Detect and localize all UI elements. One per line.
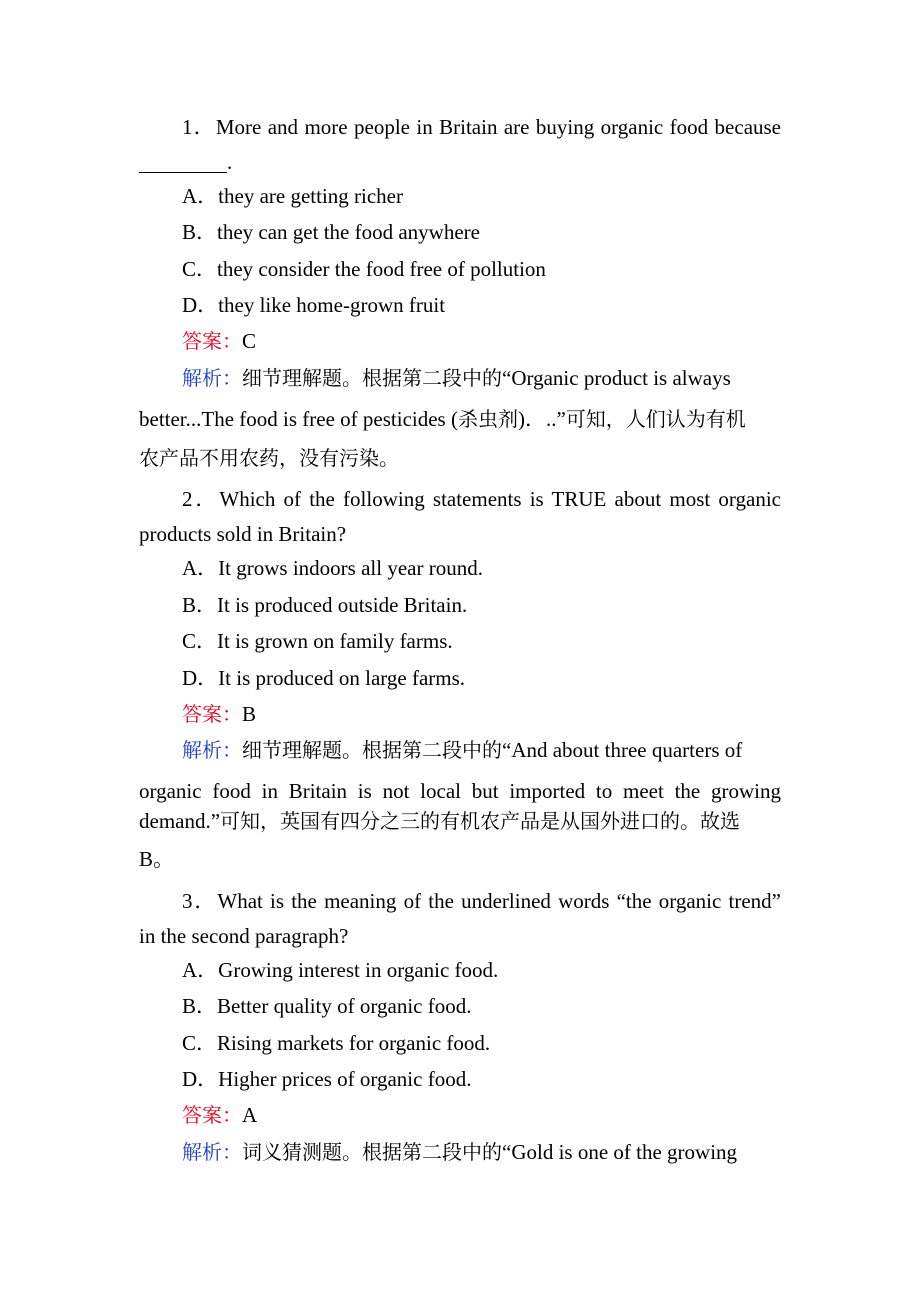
q1-number: 1． [182,115,216,139]
q2-analysis-line-2: organic food in Britain is not local but imported to meet the growing [139,779,781,803]
q3-answer [182,1105,257,1126]
q1-analysis-quote-end: )．..” [517,407,566,431]
answer-label: 答案： [182,1103,242,1127]
q1-analysis-text: 细节理解题。根据第二段中的 [242,366,502,390]
q1-option-c: C．they consider the food free of pollution [182,257,546,281]
q3-number: 3． [182,889,218,913]
q2-analysis-line-3 [139,811,740,832]
answer-blank [139,154,227,173]
answer-label: 答案： [182,329,242,353]
analysis-label: 解析： [182,366,242,390]
q2-option-a: A．It grows indoors all year round. [182,556,483,580]
q2-option-b: B．It is produced outside Britain. [182,593,468,617]
q1-stem-end: . [227,150,233,174]
q3-stem-line-2: in the second paragraph? [139,924,349,948]
q3-option-c: C．Rising markets for organic food. [182,1031,491,1055]
q2-analysis-line-1 [182,740,742,761]
q1-analysis-conclusion: 可知，人们认为有机 [565,407,746,431]
q1-option-a: A．they are getting richer [182,184,403,208]
q2-stem-line-2: products sold in Britain? [139,522,347,546]
q2-analysis-text: 细节理解题。根据第二段中的 [242,738,502,762]
q3-analysis-quote: “Gold is one of the growing [502,1140,738,1164]
q1-answer-value: C [242,329,257,353]
q2-number: 2． [182,487,220,511]
q2-answer [182,704,256,725]
q2-answer-value: B [242,702,257,726]
q3-stem [182,891,781,912]
q3-analysis-line-1 [182,1142,737,1163]
q1-stem-text: More and more people in Britain are buying organic food because [215,115,782,139]
q1-option-d: D．they like home-grown fruit [182,293,446,317]
q3-option-d: D．Higher prices of organic food. [182,1067,472,1091]
q1-stem-blank-line [139,152,232,173]
q1-analysis-gloss: 杀虫剂 [457,407,518,431]
q1-analysis-line-3: 农产品不用农药，没有污染。 [139,446,399,470]
q3-option-a: A．Growing interest in organic food. [182,958,499,982]
q2-option-d: D．It is produced on large farms. [182,666,466,690]
q1-analysis-quote: “Organic product is always [502,366,731,390]
analysis-label: 解析： [182,1140,242,1164]
q2-analysis-quote: “And about three quarters of [502,738,743,762]
q2-analysis-line-4: B。 [139,847,175,871]
q1-answer [182,331,256,352]
q1-stem [182,117,781,138]
q1-analysis-line-2 [139,409,746,430]
q2-analysis-quote-end: demand.” [139,809,221,833]
q3-answer-value: A [242,1103,258,1127]
q2-option-c: C．It is grown on family farms. [182,629,453,653]
q2-stem-text: Which of the following statements is TRUE about most organic [219,487,781,511]
q3-stem-text: What is the meaning of the underlined words “the organic trend” [217,889,781,913]
q2-stem [182,489,781,510]
q1-option-b: B．they can get the food anywhere [182,220,480,244]
q2-analysis-conclusion: 可知，英国有四分之三的有机农产品是从国外进口的。故选 [220,809,741,833]
q1-analysis-quote-cont: better...The food is free of pesticides ( [139,407,458,431]
answer-label: 答案： [182,702,242,726]
analysis-label: 解析： [182,738,242,762]
q3-option-b: B．Better quality of organic food. [182,994,472,1018]
q1-analysis-line-1 [182,368,731,389]
q3-analysis-text: 词义猜测题。根据第二段中的 [242,1140,502,1164]
